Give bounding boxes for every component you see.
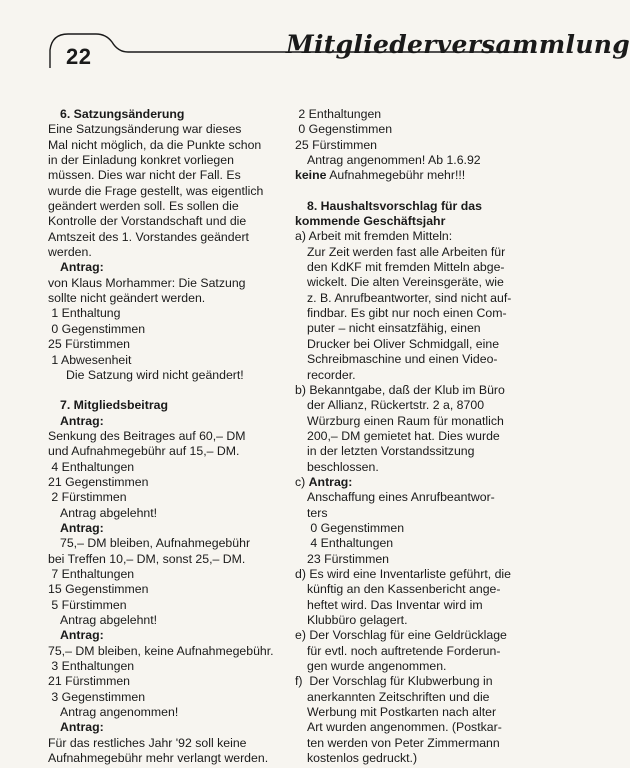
vote-line: 25 Fürstimmen bbox=[48, 337, 131, 352]
vote-line: 4 Enthaltungen bbox=[307, 536, 394, 551]
text-line: Eine Satzungsänderung war dieses bbox=[48, 122, 242, 137]
text-line: der Allianz, Rückertstr. 2 a, 8700 bbox=[307, 398, 485, 413]
text-line: recorder. bbox=[307, 367, 356, 382]
text-line: findbar. Es gibt nur noch einen Com- bbox=[307, 306, 507, 321]
text-line: Senkung des Beitrages auf 60,– DM bbox=[48, 428, 246, 443]
text-line: Anschaffung eines Anrufbeantwor- bbox=[307, 490, 495, 505]
text-line: müssen. Dies war nicht der Fall. Es bbox=[48, 168, 241, 183]
text-line: von Klaus Morhammer: Die Satzung bbox=[48, 275, 246, 290]
text-line: den KdKF mit fremden Mitteln abge- bbox=[307, 260, 505, 275]
vote-line: 2 Fürstimmen bbox=[48, 490, 127, 505]
text-line: wickelt. Die alten Vereinsgeräte, wie bbox=[307, 275, 504, 290]
text-line: Für das restliches Jahr '92 soll keine bbox=[48, 735, 247, 750]
text-line: und Aufnahmegebühr auf 15,– DM. bbox=[48, 444, 240, 459]
antrag-label: Antrag: bbox=[60, 720, 104, 735]
page-number: 22 bbox=[66, 44, 92, 69]
vote-line: 25 Fürstimmen bbox=[295, 137, 378, 152]
text-line: ters bbox=[307, 505, 328, 520]
text-line: Drucker bei Oliver Schmidgall, eine bbox=[307, 336, 500, 351]
item-f: f) Der Vorschlag für Klubwerbung in bbox=[295, 674, 493, 689]
section-8-heading: kommende Geschäftsjahr bbox=[295, 214, 446, 229]
antrag-label: Antrag: bbox=[60, 520, 104, 535]
item-c bbox=[295, 475, 517, 490]
left-column bbox=[48, 107, 284, 766]
section-8-heading: 8. Haushaltsvorschlag für das bbox=[307, 198, 482, 213]
vote-line: 0 Gegenstimmen bbox=[307, 520, 405, 535]
vote-result: Antrag abgelehnt! bbox=[60, 613, 158, 627]
text-line: Mal nicht möglich, da die Punkte schon bbox=[48, 137, 262, 152]
text-line: Aufnahmegebühr mehr verlangt werden. bbox=[48, 751, 269, 766]
spacer bbox=[295, 184, 517, 199]
text-line: für evtl. noch auftretende Forderun- bbox=[307, 643, 501, 658]
text-line: puter – nicht einsatzfähig, einen bbox=[307, 321, 481, 336]
section-6-heading: 6. Satzungsänderung bbox=[60, 107, 185, 121]
antrag-label: Antrag: bbox=[60, 628, 104, 643]
text-line: wurde die Frage gestellt, was eigentlich bbox=[48, 183, 264, 198]
text-line: Art wurden angenommen. (Postkar- bbox=[307, 720, 502, 735]
text-line: z. B. Anrufbeantworter, sind nicht auf- bbox=[307, 290, 512, 305]
text-line: kostenlos gedruckt.) bbox=[307, 751, 418, 766]
text-line bbox=[295, 168, 517, 183]
vote-result: Antrag angenommen! bbox=[60, 705, 179, 720]
item-b: b) Bekanntgabe, daß der Klub im Büro bbox=[295, 382, 505, 397]
vote-line: 21 Fürstimmen bbox=[48, 674, 131, 689]
section-7-heading: 7. Mitgliedsbeitrag bbox=[60, 398, 168, 413]
text-line: beschlossen. bbox=[307, 459, 379, 474]
text-line: Klubbüro gelagert. bbox=[307, 613, 408, 627]
text-line: sollte nicht geändert werden. bbox=[48, 291, 206, 306]
text-line: in der letzten Vorstandssitzung bbox=[307, 444, 475, 459]
vote-line: 0 Gegenstimmen bbox=[48, 321, 146, 336]
vote-result: Antrag abgelehnt! bbox=[60, 505, 158, 520]
vote-line: 0 Gegenstimmen bbox=[295, 122, 393, 137]
vote-line: 3 Enthaltungen bbox=[48, 659, 135, 674]
text-line: gen wurde angenommen. bbox=[307, 659, 447, 674]
antrag-label: Antrag: bbox=[308, 474, 353, 489]
text-line: Kontrolle der Vorstandschaft und die bbox=[48, 214, 247, 229]
text-fragment: Aufnahmegebühr mehr!!! bbox=[326, 168, 466, 183]
emphasis-keine: keine bbox=[295, 168, 327, 183]
item-c-prefix: c) bbox=[295, 474, 309, 489]
text-line: 75,– DM bleiben, Aufnahmegebühr bbox=[60, 536, 251, 551]
vote-line: 1 Abwesenheit bbox=[48, 352, 132, 367]
right-column bbox=[295, 107, 517, 766]
vote-line: 3 Gegenstimmen bbox=[48, 689, 146, 704]
text-line: 200,– DM gemietet hat. Dies wurde bbox=[307, 428, 500, 443]
text-line: geändert werden soll. Es sollen die bbox=[48, 199, 239, 214]
antrag-label: Antrag: bbox=[60, 260, 104, 275]
spacer bbox=[48, 383, 284, 398]
vote-result: Antrag angenommen! Ab 1.6.92 bbox=[307, 153, 481, 168]
page-header bbox=[0, 0, 630, 80]
text-line: 75,– DM bleiben, keine Aufnahmegebühr. bbox=[48, 643, 274, 658]
text-line: Schreibmaschine und einen Video- bbox=[307, 352, 498, 367]
text-line: Zur Zeit werden fast alle Arbeiten für bbox=[307, 244, 506, 259]
vote-line: 7 Enthaltungen bbox=[48, 566, 135, 581]
vote-line: 1 Enthaltung bbox=[48, 306, 121, 321]
text-line: heftet wird. Das Inventar wird im bbox=[307, 597, 483, 612]
item-a-label: a) Arbeit mit fremden Mitteln: bbox=[295, 229, 453, 244]
text-line: bei Treffen 10,– DM, sonst 25,– DM. bbox=[48, 551, 246, 566]
vote-result: Die Satzung wird nicht geändert! bbox=[66, 367, 244, 382]
item-d: d) Es wird eine Inventarliste geführt, die bbox=[295, 566, 511, 581]
vote-line: 2 Enthaltungen bbox=[295, 107, 382, 121]
vote-line: 23 Fürstimmen bbox=[307, 551, 390, 566]
text-line: Würzburg einen Raum für monatlich bbox=[307, 413, 504, 428]
text-line: werden. bbox=[48, 245, 92, 260]
text-line: in der Einladung konkret vorliegen bbox=[48, 153, 234, 168]
text-line: Werbung mit Postkarten nach alter bbox=[307, 705, 497, 720]
vote-line: 4 Enthaltungen bbox=[48, 459, 135, 474]
item-e: e) Der Vorschlag für eine Geldrücklage bbox=[295, 628, 507, 643]
text-line: ten werden von Peter Zimmermann bbox=[307, 735, 500, 750]
text-line: Amtszeit des 1. Vorstandes geändert bbox=[48, 229, 249, 244]
vote-line: 5 Fürstimmen bbox=[48, 597, 127, 612]
text-line: anerkannten Zeitschriften und die bbox=[307, 689, 490, 704]
text-line: künftig an den Kassenbericht ange- bbox=[307, 582, 501, 597]
antrag-label: Antrag: bbox=[60, 413, 104, 428]
page-title: Mitgliederversammlung bbox=[286, 30, 630, 59]
vote-line: 21 Gegenstimmen bbox=[48, 474, 149, 489]
vote-line: 15 Gegenstimmen bbox=[48, 582, 149, 597]
